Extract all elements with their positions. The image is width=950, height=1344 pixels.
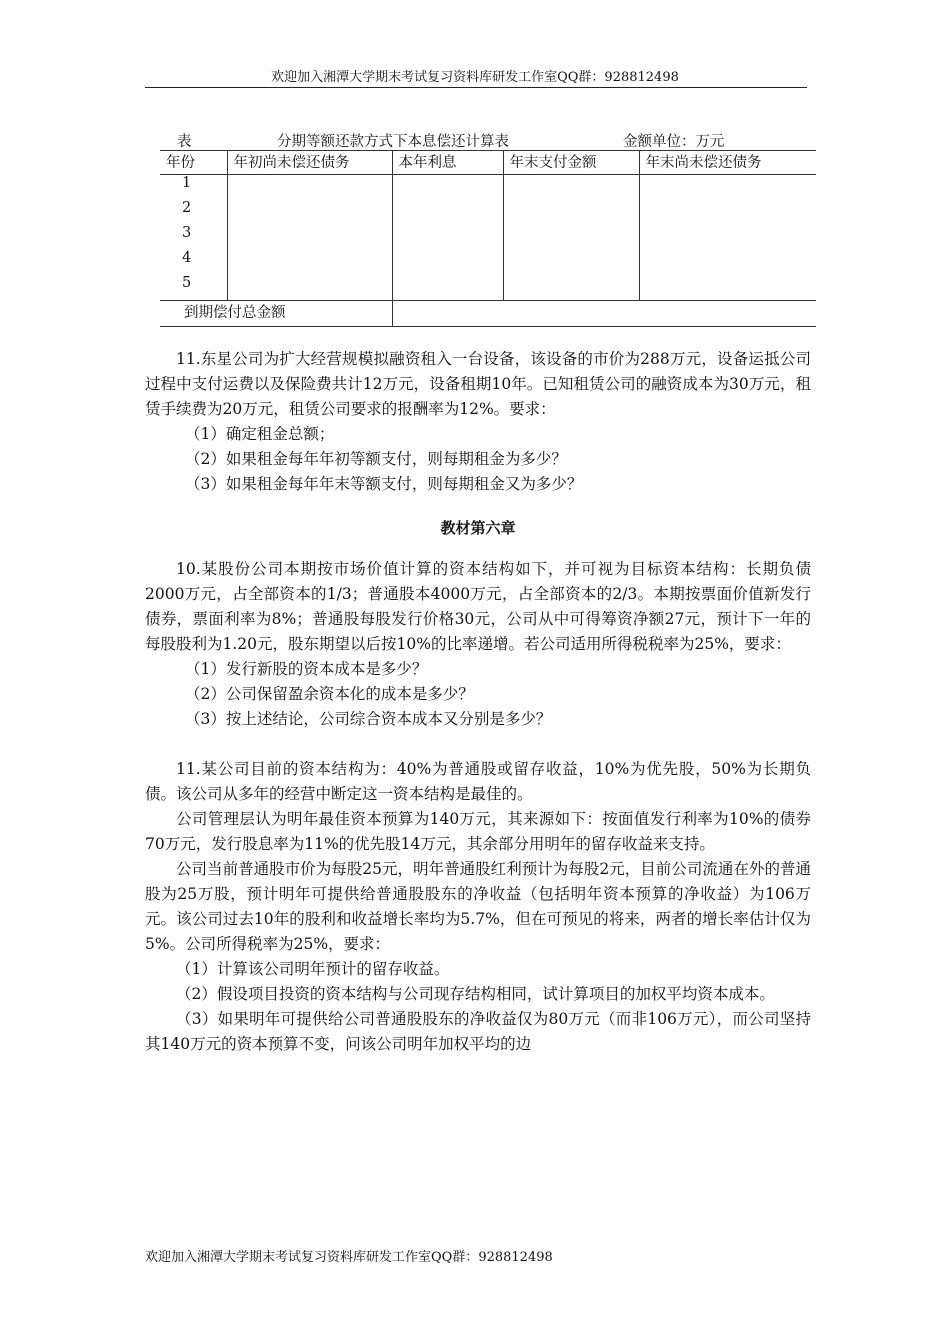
table-caption <box>145 130 817 150</box>
year-cell: 5 <box>182 275 192 291</box>
question-item: （3）如果明年可提供给公司普通股股东的净收益仅为80万元（而非106万元），而公司坚持其140万元的资本预算不变，问该公司明年加权平均的边 <box>145 1010 811 1053</box>
year-cell: 4 <box>182 250 192 266</box>
header-closing-debt: 年末尚未偿还债务 <box>639 151 816 175</box>
header-payment: 年末支付金额 <box>503 151 639 175</box>
question-10-capital-structure: 10.某股份公司本期按市场价值计算的资本结构如下，并可视为目标资本结构：长期负债2000万元，占全部资本的1/3；普通股本4000万元，占全部资本的2/3。本期按票面价值新发行债券，票面利率为8%；普通股每股发行价格30元，公司从中可得筹资净额27元，预计下一年的每股股利为1.20元，股东期望以后按10%的比率递增。若公司适用所得税税率为25%，要求： <box>145 560 811 653</box>
header-interest: 本年利息 <box>392 151 503 175</box>
question-paragraph: 公司管理层认为明年最佳资本预算为140万元，其来源如下：按面值发行利率为10%的债券70万元，发行股息率为11%的优先股14万元，其余部分用明年的留存收益来支持。 <box>145 810 811 853</box>
question-item: （3）如果租金每年年末等额支付，则每期租金又为多少？ <box>185 475 583 493</box>
table-label: 表 <box>177 134 192 150</box>
table-title: 分期等额还款方式下本息偿还计算表 <box>277 134 509 150</box>
question-11-lease: 11.东星公司为扩大经营规模拟融资租入一台设备，该设备的市价为288万元，设备运抵公司过程中支付运费以及保险费共计12万元，设备租期10年。已知租赁公司的融资成本为30万元，租赁手续费为20万元，租赁公司要求的报酬率为12%。要求： <box>145 350 811 418</box>
question-item: （1）计算该公司明年预计的留存收益。 <box>176 960 450 978</box>
year-cell: 3 <box>182 225 192 241</box>
question-11-capital-budget: 11.某公司目前的资本结构为：40%为普通股或留存收益，10%为优先股，50%为长期负债。该公司从多年的经营中断定这一资本结构是最佳的。 <box>145 760 811 803</box>
table-row <box>160 250 816 275</box>
question-paragraph: 公司当前普通股市价为每股25元，明年普通股红利预计为每股2元，目前公司流通在外的普通股为25万股，预计明年可提供给普通股股东的净收益（包括明年资本预算的净收益）为106万元。该公司过去10年的股利和收益增长率均为5.7%，但在可预见的将来，两者的增长率估计仅为5%。公司所得税率为25%，要求： <box>145 860 811 953</box>
total-label: 到期偿付总金额 <box>160 301 392 327</box>
table-total-row <box>160 301 816 327</box>
document-body <box>145 347 811 1057</box>
header-opening-debt: 年初尚未偿还债务 <box>227 151 392 175</box>
table-row <box>160 225 816 250</box>
question-item: （2）如果租金每年年初等额支付，则每期租金为多少？ <box>185 450 567 468</box>
table-row <box>160 275 816 301</box>
year-cell: 1 <box>182 175 192 191</box>
question-item: （1）确定租金总额； <box>185 425 335 443</box>
question-item: （2）公司保留盈余资本化的成本是多少？ <box>185 685 474 703</box>
chapter-heading: 教材第六章 <box>440 519 516 537</box>
header-year: 年份 <box>160 151 227 175</box>
table-header-row <box>160 151 816 175</box>
table-unit: 金额单位：万元 <box>623 134 725 150</box>
page-footer: 欢迎加入湘潭大学期末考试复习资料库研发工作室QQ群：928812498 <box>145 1250 553 1265</box>
page-header: 欢迎加入湘潭大学期末考试复习资料库研发工作室QQ群：928812498 <box>271 70 679 85</box>
table-row <box>160 200 816 225</box>
year-cell: 2 <box>182 200 192 216</box>
header-rule <box>145 87 807 88</box>
question-item: （2）假设项目投资的资本结构与公司现存结构相同，试计算项目的加权平均资本成本。 <box>176 985 775 1003</box>
table-row <box>160 175 816 201</box>
question-item: （1）发行新股的资本成本是多少？ <box>185 660 428 678</box>
repayment-table <box>160 150 816 327</box>
question-item: （3）按上述结论，公司综合资本成本又分别是多少？ <box>185 710 552 728</box>
